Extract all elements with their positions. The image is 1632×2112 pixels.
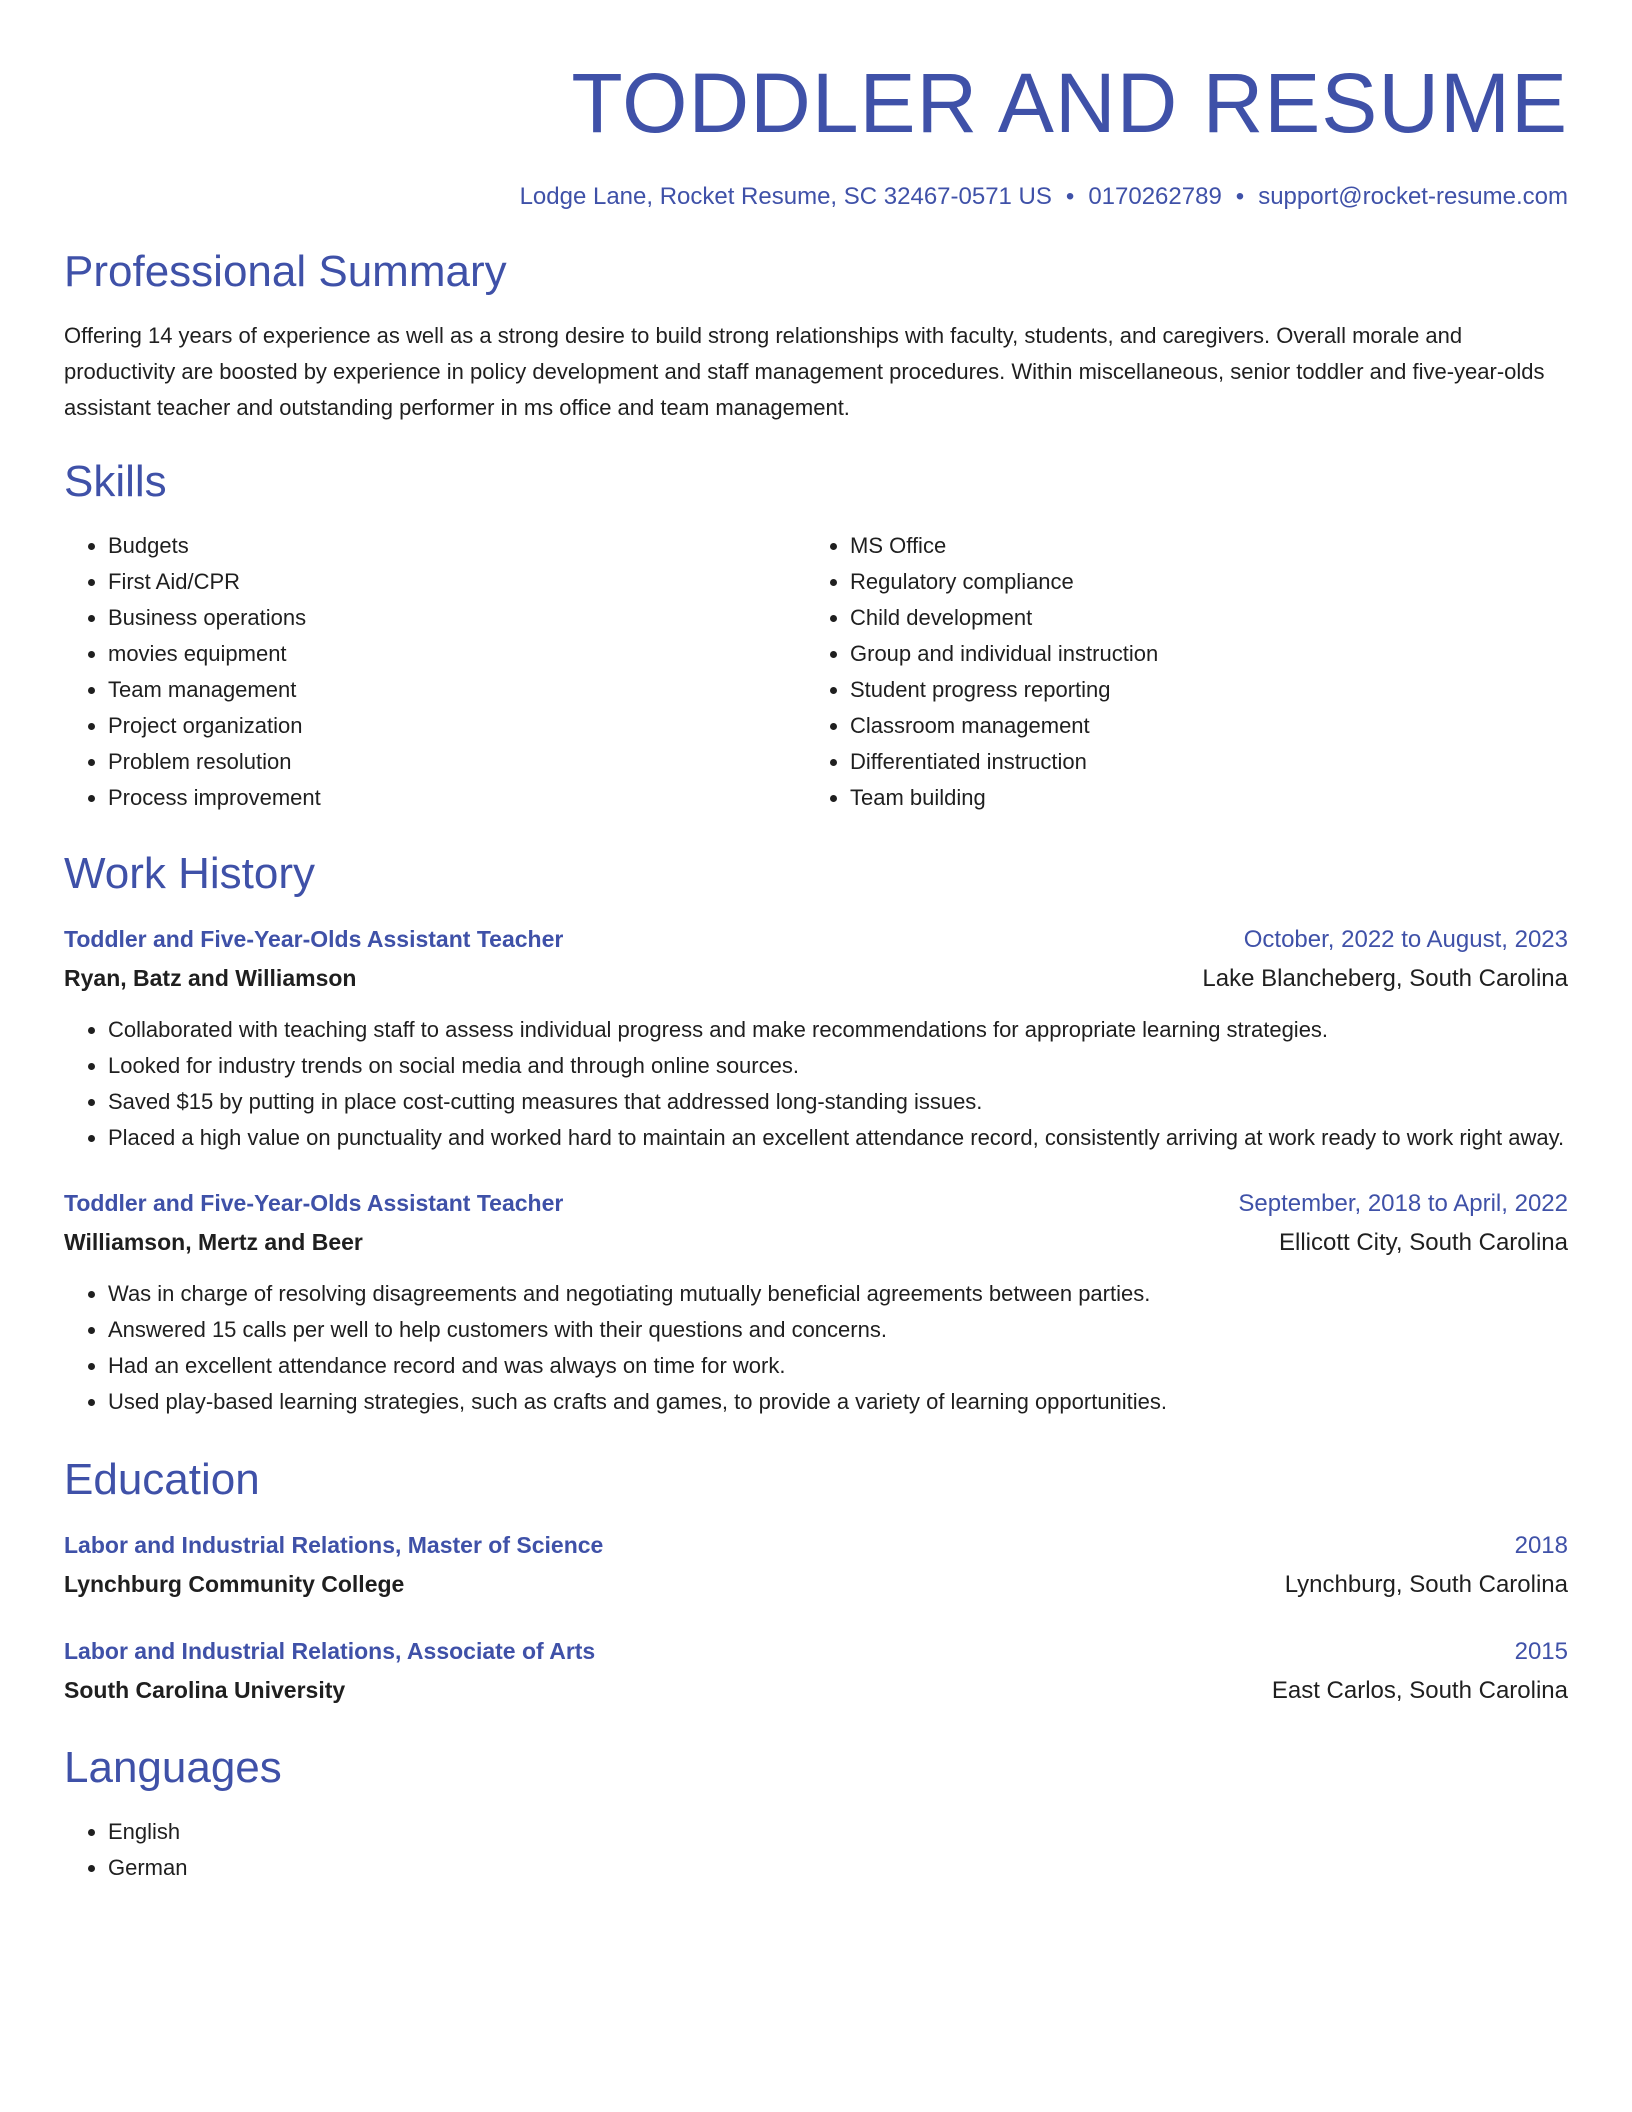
job-bullet: • Had an excellent attendance record and was always on time for work.: [108, 1348, 1568, 1384]
employer-name: Williamson, Mertz and Beer: [64, 1229, 363, 1255]
employer-name: Ryan, Batz and Williamson: [64, 965, 357, 991]
section-title-education: Education: [64, 1455, 260, 1504]
job-bullet: • Saved $15 by putting in place cost-cutting measures that addressed long-standing issues.: [108, 1084, 1568, 1120]
job-title: Toddler and Five-Year-Olds Assistant Teacher: [64, 926, 564, 952]
skill-item: • Team management: [108, 672, 806, 708]
skill-item: • First Aid/CPR: [108, 564, 806, 600]
section-title-skills: Skills: [64, 457, 167, 506]
degree: Labor and Industrial Relations, Master of Science: [64, 1532, 604, 1558]
languages-list: [64, 1814, 1568, 1886]
separator-dot: •: [1235, 183, 1245, 210]
job-bullet: • Looked for industry trends on social media and through online sources.: [108, 1048, 1568, 1084]
job-bullets: [64, 1012, 1568, 1156]
skill-item: • Child development: [850, 600, 1548, 636]
skill-item: • Regulatory compliance: [850, 564, 1548, 600]
job-dates: September, 2018 to April, 2022: [1238, 1190, 1568, 1217]
job-location: Ellicott City, South Carolina: [1278, 1229, 1568, 1256]
job-bullet: • Placed a high value on punctuality and worked hard to maintain an excellent attendance record, consistently arriving at work ready to work right away.: [108, 1120, 1568, 1156]
summary-text: Offering 14 years of experience as well as a strong desire to build strong relationships with faculty, students, and caregivers. Overall morale and productivity are boosted by experience in policy development and staff management procedures. Within miscellaneous, senior toddler and five-year-olds assistant teacher and outstanding performer in ms office and team management.: [64, 323, 1545, 420]
job-dates: October, 2022 to August, 2023: [1243, 926, 1568, 953]
job-title: Toddler and Five-Year-Olds Assistant Teacher: [64, 1190, 564, 1216]
education-entry: [64, 1526, 1568, 1604]
education-entry: [64, 1632, 1568, 1710]
address: Lodge Lane, Rocket Resume, SC 32467-0571 US: [519, 183, 1052, 210]
skills-list-right: [806, 528, 1548, 816]
job-bullet: • Used play-based learning strategies, such as crafts and games, to provide a variety of learning opportunities.: [108, 1384, 1568, 1420]
job-entry: [64, 920, 1568, 1156]
skill-item: • Classroom management: [850, 708, 1548, 744]
contact-line: [64, 180, 1568, 214]
job-entry: [64, 1184, 1568, 1420]
separator-dot: •: [1065, 183, 1075, 210]
skill-item: • Group and individual instruction: [850, 636, 1548, 672]
skill-item: • MS Office: [850, 528, 1548, 564]
job-bullet: • Answered 15 calls per well to help customers with their questions and concerns.: [108, 1312, 1568, 1348]
job-bullets: [64, 1276, 1568, 1420]
skill-item: • Project organization: [108, 708, 806, 744]
job-location: Lake Blancheberg, South Carolina: [1202, 965, 1568, 992]
school-location: East Carlos, South Carolina: [1271, 1677, 1568, 1704]
section-title-languages: Languages: [64, 1743, 282, 1792]
resume-page: [64, 48, 1568, 1886]
school-name: Lynchburg Community College: [64, 1571, 405, 1597]
graduation-year: 2018: [1514, 1532, 1568, 1559]
skills-columns: [64, 528, 1568, 816]
section-title-work-history: Work History: [64, 849, 315, 898]
email-address: support@rocket-resume.com: [1258, 183, 1568, 210]
skill-item: • Process improvement: [108, 780, 806, 816]
skill-item: • Problem resolution: [108, 744, 806, 780]
skill-item: • Differentiated instruction: [850, 744, 1548, 780]
skill-item: • Student progress reporting: [850, 672, 1548, 708]
language-item: • German: [108, 1850, 1568, 1886]
degree: Labor and Industrial Relations, Associate of Arts: [64, 1638, 596, 1664]
skill-item: • Team building: [850, 780, 1548, 816]
school-location: Lynchburg, South Carolina: [1284, 1571, 1568, 1598]
job-bullet: • Collaborated with teaching staff to assess individual progress and make recommendations for appropriate learning strategies.: [108, 1012, 1568, 1048]
language-item: • English: [108, 1814, 1568, 1850]
school-name: South Carolina University: [64, 1677, 346, 1703]
job-bullet: • Was in charge of resolving disagreements and negotiating mutually beneficial agreements between parties.: [108, 1276, 1568, 1312]
skill-item: • movies equipment: [108, 636, 806, 672]
graduation-year: 2015: [1514, 1638, 1568, 1665]
section-title-summary: Professional Summary: [64, 247, 507, 296]
skills-list-left: [64, 528, 806, 816]
skill-item: • Budgets: [108, 528, 806, 564]
candidate-name: TODDLER AND RESUME: [571, 56, 1568, 150]
skill-item: • Business operations: [108, 600, 806, 636]
phone-number: 0170262789: [1088, 183, 1222, 210]
